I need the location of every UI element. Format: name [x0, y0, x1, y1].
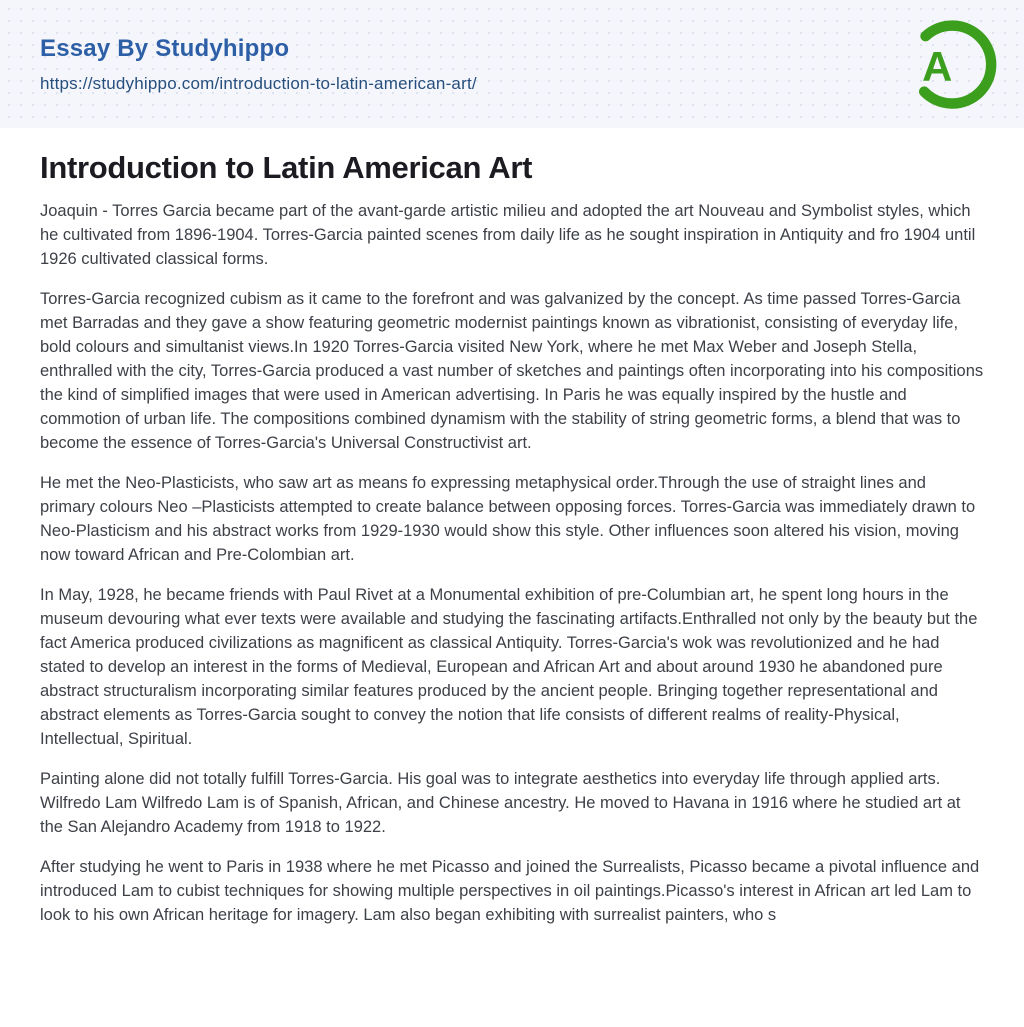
essay-paragraph: Joaquin - Torres Garcia became part of the avant-garde artistic milieu and adopted the art Nouveau and Symbolist styles, which he cultivated from 1896-1904. Torres-Garcia painted scenes from daily life as he sought inspiration in Antiquity and fro 1904 until 1926 cultivated classical forms.: [40, 202, 976, 269]
essay-paragraph: Painting alone did not totally fulfill Torres-Garcia. His goal was to integrate aesthetics into everyday life through applied arts. Wilfredo Lam Wilfredo Lam is of Spanish, African, and Chinese ancestry. He moved to Havana in 1916 where he studied art at the San Alejandro Academy from 1918 to 1922.: [40, 770, 961, 837]
essay-paragraph: After studying he went to Paris in 1938 where he met Picasso and joined the Surrealists, Picasso became a pivotal influence and introduced Lam to cubist techniques for showing multiple perspectives in oil paintings.Picasso's interest in African art led Lam to look to his own African heritage for imagery. Lam also began exhibiting with surrealist painters, who s: [40, 858, 980, 925]
essay-paragraph: He met the Neo-Plasticists, who saw art as means fo expressing metaphysical order.Through the use of straight lines and primary colours Neo –Plasticists attempted to create balance between opposing forces. Torres-Garcia was immediately drawn to Neo-Plasticism and his abstract works from 1929-1930 would show this style. Other influences soon altered his vision, moving now toward African and Pre-Colombian art.: [40, 474, 976, 565]
logo-letter: A: [922, 42, 953, 90]
site-title: Essay By Studyhippo: [40, 34, 290, 62]
essay-paragraph: In May, 1928, he became friends with Paul Rivet at a Monumental exhibition of pre-Columbian art, he spent long hours in the museum devouring what ever texts were available and studying the fascinating artifacts.Enthralled not only by the beauty but the fact America produced civilizations as magnificent as classical Antiquity. Torres-Garcia's wok was revolutionized and he had stated to develop an interest in the forms of Medieval, European and African Art and about around 1930 he abandoned pure abstract structuralism incorporating similar features produced by the ancient people. Bringing together representational and abstract elements as Torres-Garcia sought to convey the notion that life consists of different realms of reality-Physical, Intellectual, Spiritual.: [40, 586, 978, 749]
page-url-link[interactable]: https://studyhippo.com/introduction-to-latin-american-art/: [40, 73, 477, 93]
essay-title: Introduction to Latin American Art: [40, 150, 533, 185]
essay-paragraph: Torres-Garcia recognized cubism as it came to the forefront and was galvanized by the concept. As time passed Torres-Garcia met Barradas and they gave a show featuring geometric modernist paintings known as vibrationist, consisting of everyday life, bold colours and simultanist views.In 1920 Torres-Garcia visited New York, where he met Max Weber and Joseph Stella, enthralled with the city, Torres-Garcia produced a vast number of sketches and paintings often incorporating into his compositions the kind of simplified images that were used in American advertising. In Paris he was equally inspired by the hustle and commotion of urban life. The compositions combined dynamism with the stability of string geometric forms, a blend that was to become the essence of Torres-Garcia's Universal Constructivist art.: [40, 290, 984, 453]
essay-content: [0, 128, 1024, 927]
page-header: [0, 0, 1024, 128]
studyhippo-logo-icon: [903, 17, 998, 112]
header-text-block: [40, 35, 477, 94]
essay-body: [40, 199, 984, 927]
